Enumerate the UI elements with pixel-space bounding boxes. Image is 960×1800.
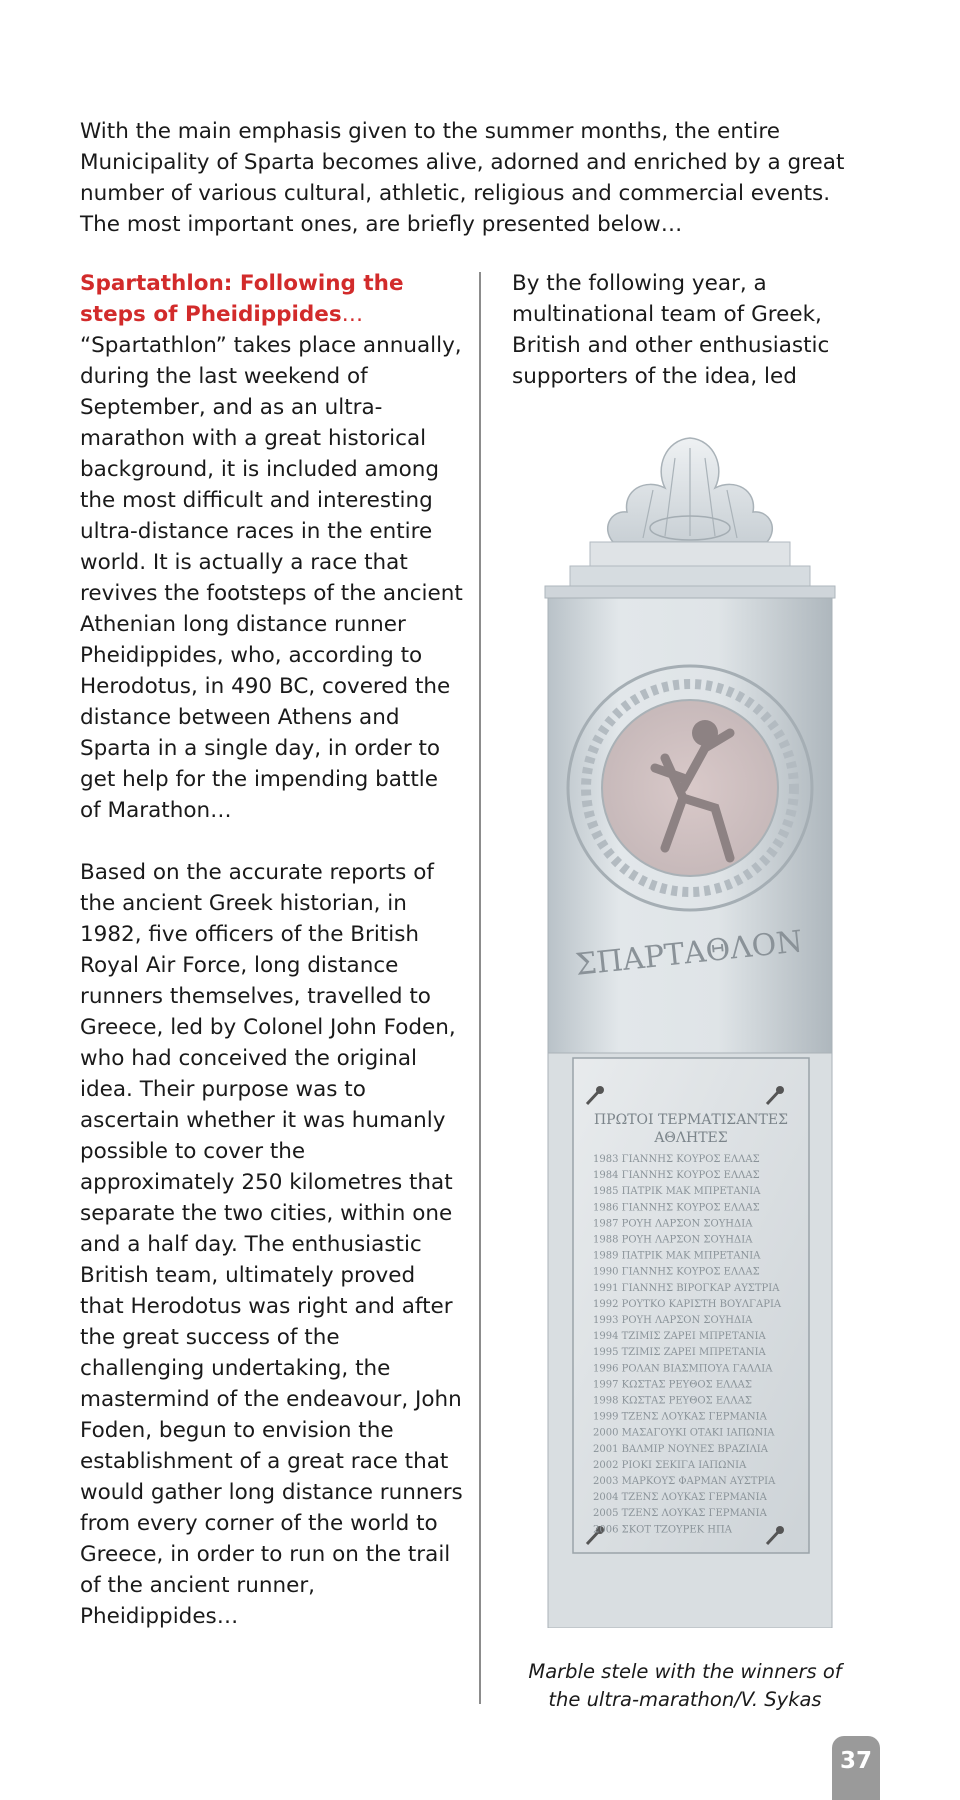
intro-line: Municipality of Sparta becomes alive, adorned and enriched by a great (80, 150, 845, 175)
plaque-row: 1992 ΡΟΥΤΚΟ ΚΑΡΙΣΤΗ ΒΟΥΛΓΑΡΙΑ (593, 1298, 782, 1310)
article-heading (80, 268, 465, 330)
photo-caption (505, 1658, 865, 1714)
marble-stele-photo (515, 428, 865, 1628)
plaque-row: 2002 ΡΙΟΚΙ ΣΕΚΙΓΑ ΙΑΠΩΝΙΑ (593, 1459, 747, 1471)
article-heading-ellipsis: … (341, 302, 364, 327)
intro-line: number of various cultural, athletic, religious and commercial events. (80, 181, 831, 206)
paragraph-gap (80, 826, 465, 857)
plaque-row: 1990 ΓΙΑΝΝΗΣ ΚΟΥΡΟΣ ΕΛΛΑΣ (593, 1266, 760, 1278)
plaque-row: 1993 ΡΟΥΗ ΛΑΡΣΟΝ ΣΟΥΗΔΙΑ (593, 1315, 753, 1326)
intro-paragraph (80, 116, 880, 240)
intro-line: With the main emphasis given to the summer months, the entire (80, 119, 780, 144)
plaque-row: 1984 ΓΙΑΝΝΗΣ ΚΟΥΡΟΣ ΕΛΛΑΣ (593, 1170, 760, 1182)
left-column (80, 268, 465, 1632)
plaque-row: 1988 ΡΟΥΗ ΛΑΡΣΟΝ ΣΟΥΗΔΙΑ (593, 1234, 753, 1246)
plaque-row: 1985 ΠΑΤΡΙΚ ΜΑΚ ΜΠΡΕΤΑΝΙΑ (593, 1186, 761, 1198)
article-paragraph-1: “Spartathlon” takes place annually, during the last weekend of September, and as an ultra-marathon with a great historical background, it is included among the most difficult and interesting ultra-distance races in the entire world. It is actually a race that revives the footsteps of the ancient Athenian long distance runner Pheidippides, who, according to Herodotus, in 490 BC, covered the distance between Athens and Sparta in a single day, in order to get help for the impending battle of Marathon… (80, 333, 463, 823)
plaque-row: 1999 ΤΖΕΝΣ ΛΟΥΚΑΣ ΓΕΡΜΑΝΙΑ (593, 1411, 767, 1423)
plaque-row: 1998 ΚΩΣΤΑΣ ΡΕΥΘΟΣ ΕΛΛΑΣ (593, 1395, 752, 1407)
plaque-row: 2005 ΤΖΕΝΣ ΛΟΥΚΑΣ ΓΕΡΜΑΝΙΑ (593, 1508, 767, 1520)
column-divider (479, 272, 481, 1704)
caption-line: Marble stele with the winners of (528, 1660, 842, 1683)
intro-line: The most important ones, are briefly presented below… (80, 212, 683, 237)
caption-line: the ultra-marathon/V. Sykas (548, 1688, 822, 1711)
stele-inscription: ΣΠΑΡΤΑΘΛΟΝ (573, 924, 805, 983)
article-paragraph-2: Based on the accurate reports of the ancient Greek historian, in 1982, five officers of the British Royal Air Force, long distance runners themselves, travelled to Greece, led by Colonel John Foden, who had conceived the original idea. Their purpose was to ascertain whether it was humanly possible to cover the approximately 250 kilometres that separate the two cities, within one and a half day. The enthusiastic British team, ultimately proved that Herodotus was right and after the great success of the challenging undertaking, the mastermind of the endeavour, John Foden, begun to envision the establishment of a great race that would gather long distance runners from every corner of the world to Greece, in order to run on the trail of the ancient runner, Pheidippides… (80, 860, 463, 1629)
plaque-row: 1996 ΡΟΛΑΝ ΒΙΑΣΜΠΟΥΑ ΓΑΛΛΙΑ (593, 1363, 773, 1375)
plaque-row: 2003 ΜΑΡΚΟΥΣ ΦΑΡΜΑΝ ΑΥΣΤΡΙΑ (593, 1476, 776, 1487)
article-heading-text: Spartathlon: Following the steps of Pheidippides (80, 271, 404, 327)
plaque-row: 2000 ΜΑΣΑΓΟΥΚΙ ΟΤΑΚΙ ΙΑΠΩΝΙΑ (593, 1427, 775, 1439)
plaque-row: 1987 ΡΟΥΗ ΛΑΡΣΟΝ ΣΟΥΗΔΙΑ (593, 1218, 753, 1230)
plaque-row: 2004 ΤΖΕΝΣ ΛΟΥΚΑΣ ΓΕΡΜΑΝΙΑ (593, 1492, 767, 1504)
page-number-tab: 37 (832, 1736, 880, 1800)
plaque-title-line-2: ΑΘΛΗΤΕΣ (654, 1130, 728, 1146)
plaque-row: 1989 ΠΑΤΡΙΚ ΜΑΚ ΜΠΡΕΤΑΝΙΑ (593, 1250, 761, 1262)
plaque-row: 1997 ΚΩΣΤΑΣ ΡΕΥΘΟΣ ΕΛΛΑΣ (593, 1379, 752, 1391)
plaque-row: 1986 ΓΙΑΝΝΗΣ ΚΟΥΡΟΣ ΕΛΛΑΣ (593, 1202, 760, 1214)
palmette-finial (608, 438, 773, 542)
winners-plaque (548, 1053, 832, 1628)
plaque-row: 1994 ΤΖΙΜΙΣ ΖΑΡΕΙ ΜΠΡΕΤΑΝΙΑ (593, 1331, 766, 1343)
plaque-row: 1983 ΓΙΑΝΝΗΣ ΚΟΥΡΟΣ ΕΛΛΑΣ (593, 1154, 760, 1165)
plaque-row: 2001 ΒΑΛΜΙΡ ΝΟΥΝΕΣ ΒΡΑΖΙΛΙΑ (593, 1443, 768, 1455)
plaque-row: 2006 ΣΚΟΤ ΤΖΟΥΡΕΚ ΗΠΑ (593, 1524, 732, 1536)
plaque-title-line-1: ΠΡΩΤΟΙ ΤΕΡΜΑΤΙΣΑΝΤΕΣ (593, 1112, 789, 1128)
right-column-text: By the following year, a multinational team of Greek, British and other enthusiastic supporters of the idea, led (512, 271, 830, 389)
wreath-medallion (568, 666, 812, 910)
plaque-row: 1991 ΓΙΑΝΝΗΣ ΒΙΡΟΓΚΑΡ ΑΥΣΤΡΙΑ (593, 1282, 780, 1294)
plaque-row: 1995 ΤΖΙΜΙΣ ΖΑΡΕΙ ΜΠΡΕΤΑΝΙΑ (593, 1347, 766, 1359)
